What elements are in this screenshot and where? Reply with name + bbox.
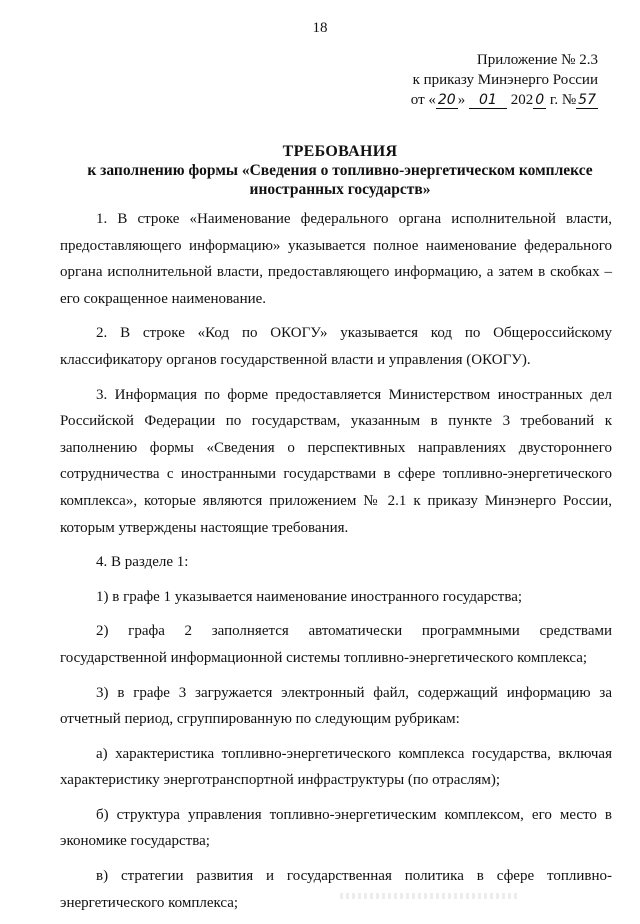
- paragraph-4-2: 2) графа 2 заполняется автоматически программными средствами государственной информационной системы топливно-энергетического комплекса;: [60, 623, 612, 666]
- handwritten-year-digit: 0: [535, 92, 545, 108]
- title-line-3: иностранных государств»: [249, 181, 431, 198]
- year-suffix: г. №: [546, 92, 577, 108]
- paragraph-4: 4. В разделе 1:: [96, 554, 189, 571]
- handwritten-day: 20: [437, 92, 456, 108]
- date-prefix: от «: [410, 92, 436, 108]
- handwritten-month: 01: [469, 93, 507, 109]
- paragraph-3: 3. Информация по форме предоставляется Министерством иностранных дел Российской Федерации по государствам, указанным в пункте 3 требований к заполнению формы «Сведения о перспективных направлениях двустороннего сотрудничества с иностранными государствами в сфере топливно-энергетического комплекса», которые являются приложением № 2.1 к приказу Минэнерго России, которым утверждены настоящие требования.: [60, 386, 612, 536]
- annex-title: Приложение № 2.3: [476, 52, 598, 68]
- title-heading: ТРЕБОВАНИЯ: [282, 143, 398, 160]
- paragraph-4-3: 3) в графе 3 загружается электронный файл, содержащий информацию за отчетный период, сгруппированную по следующим рубрикам:: [60, 684, 612, 728]
- annex-header: [338, 50, 598, 110]
- page-number: 18: [312, 20, 328, 36]
- paragraph-4-3-a: а) характеристика топливно-энергетического комплекса государства, включая характеристику энерготранспортной инфраструктуры (по отраслям);: [60, 745, 612, 789]
- annex-date-line: [338, 90, 598, 110]
- title-line-2: к заполнению формы «Сведения о топливно-энергетическом комплексе: [87, 162, 593, 179]
- scan-artifact: [340, 893, 520, 899]
- paragraph-4-1: 1) в графе 1 указывается наименование иностранного государства;: [96, 588, 523, 605]
- handwritten-order-number: 57: [578, 92, 596, 108]
- date-quote-close: »: [457, 92, 466, 108]
- paragraph-4-3-v: в) стратегии развития и государственная политика в сфере топливно-энергетического комплекса;: [60, 868, 612, 911]
- paragraph-4-3-b: б) структура управления топливно-энергетическим комплексом, его место в экономике государства;: [60, 806, 612, 850]
- year-prefix: 202: [510, 92, 534, 108]
- paragraph-2: 2. В строке «Код по ОКОГУ» указывается код по Общероссийскому классификатору органов государственной власти и управления (ОКОГУ).: [60, 325, 612, 368]
- document-title: [60, 142, 620, 199]
- annex-order-ref: к приказу Минэнерго России: [412, 72, 598, 88]
- document-body: [60, 206, 612, 924]
- paragraph-1: 1. В строке «Наименование федерального органа исполнительной власти, предоставляющего информацию» указывается полное наименование федерального органа исполнительной власти, предоставляющего информацию, а затем в скобках – его сокращенное наименование.: [60, 211, 612, 307]
